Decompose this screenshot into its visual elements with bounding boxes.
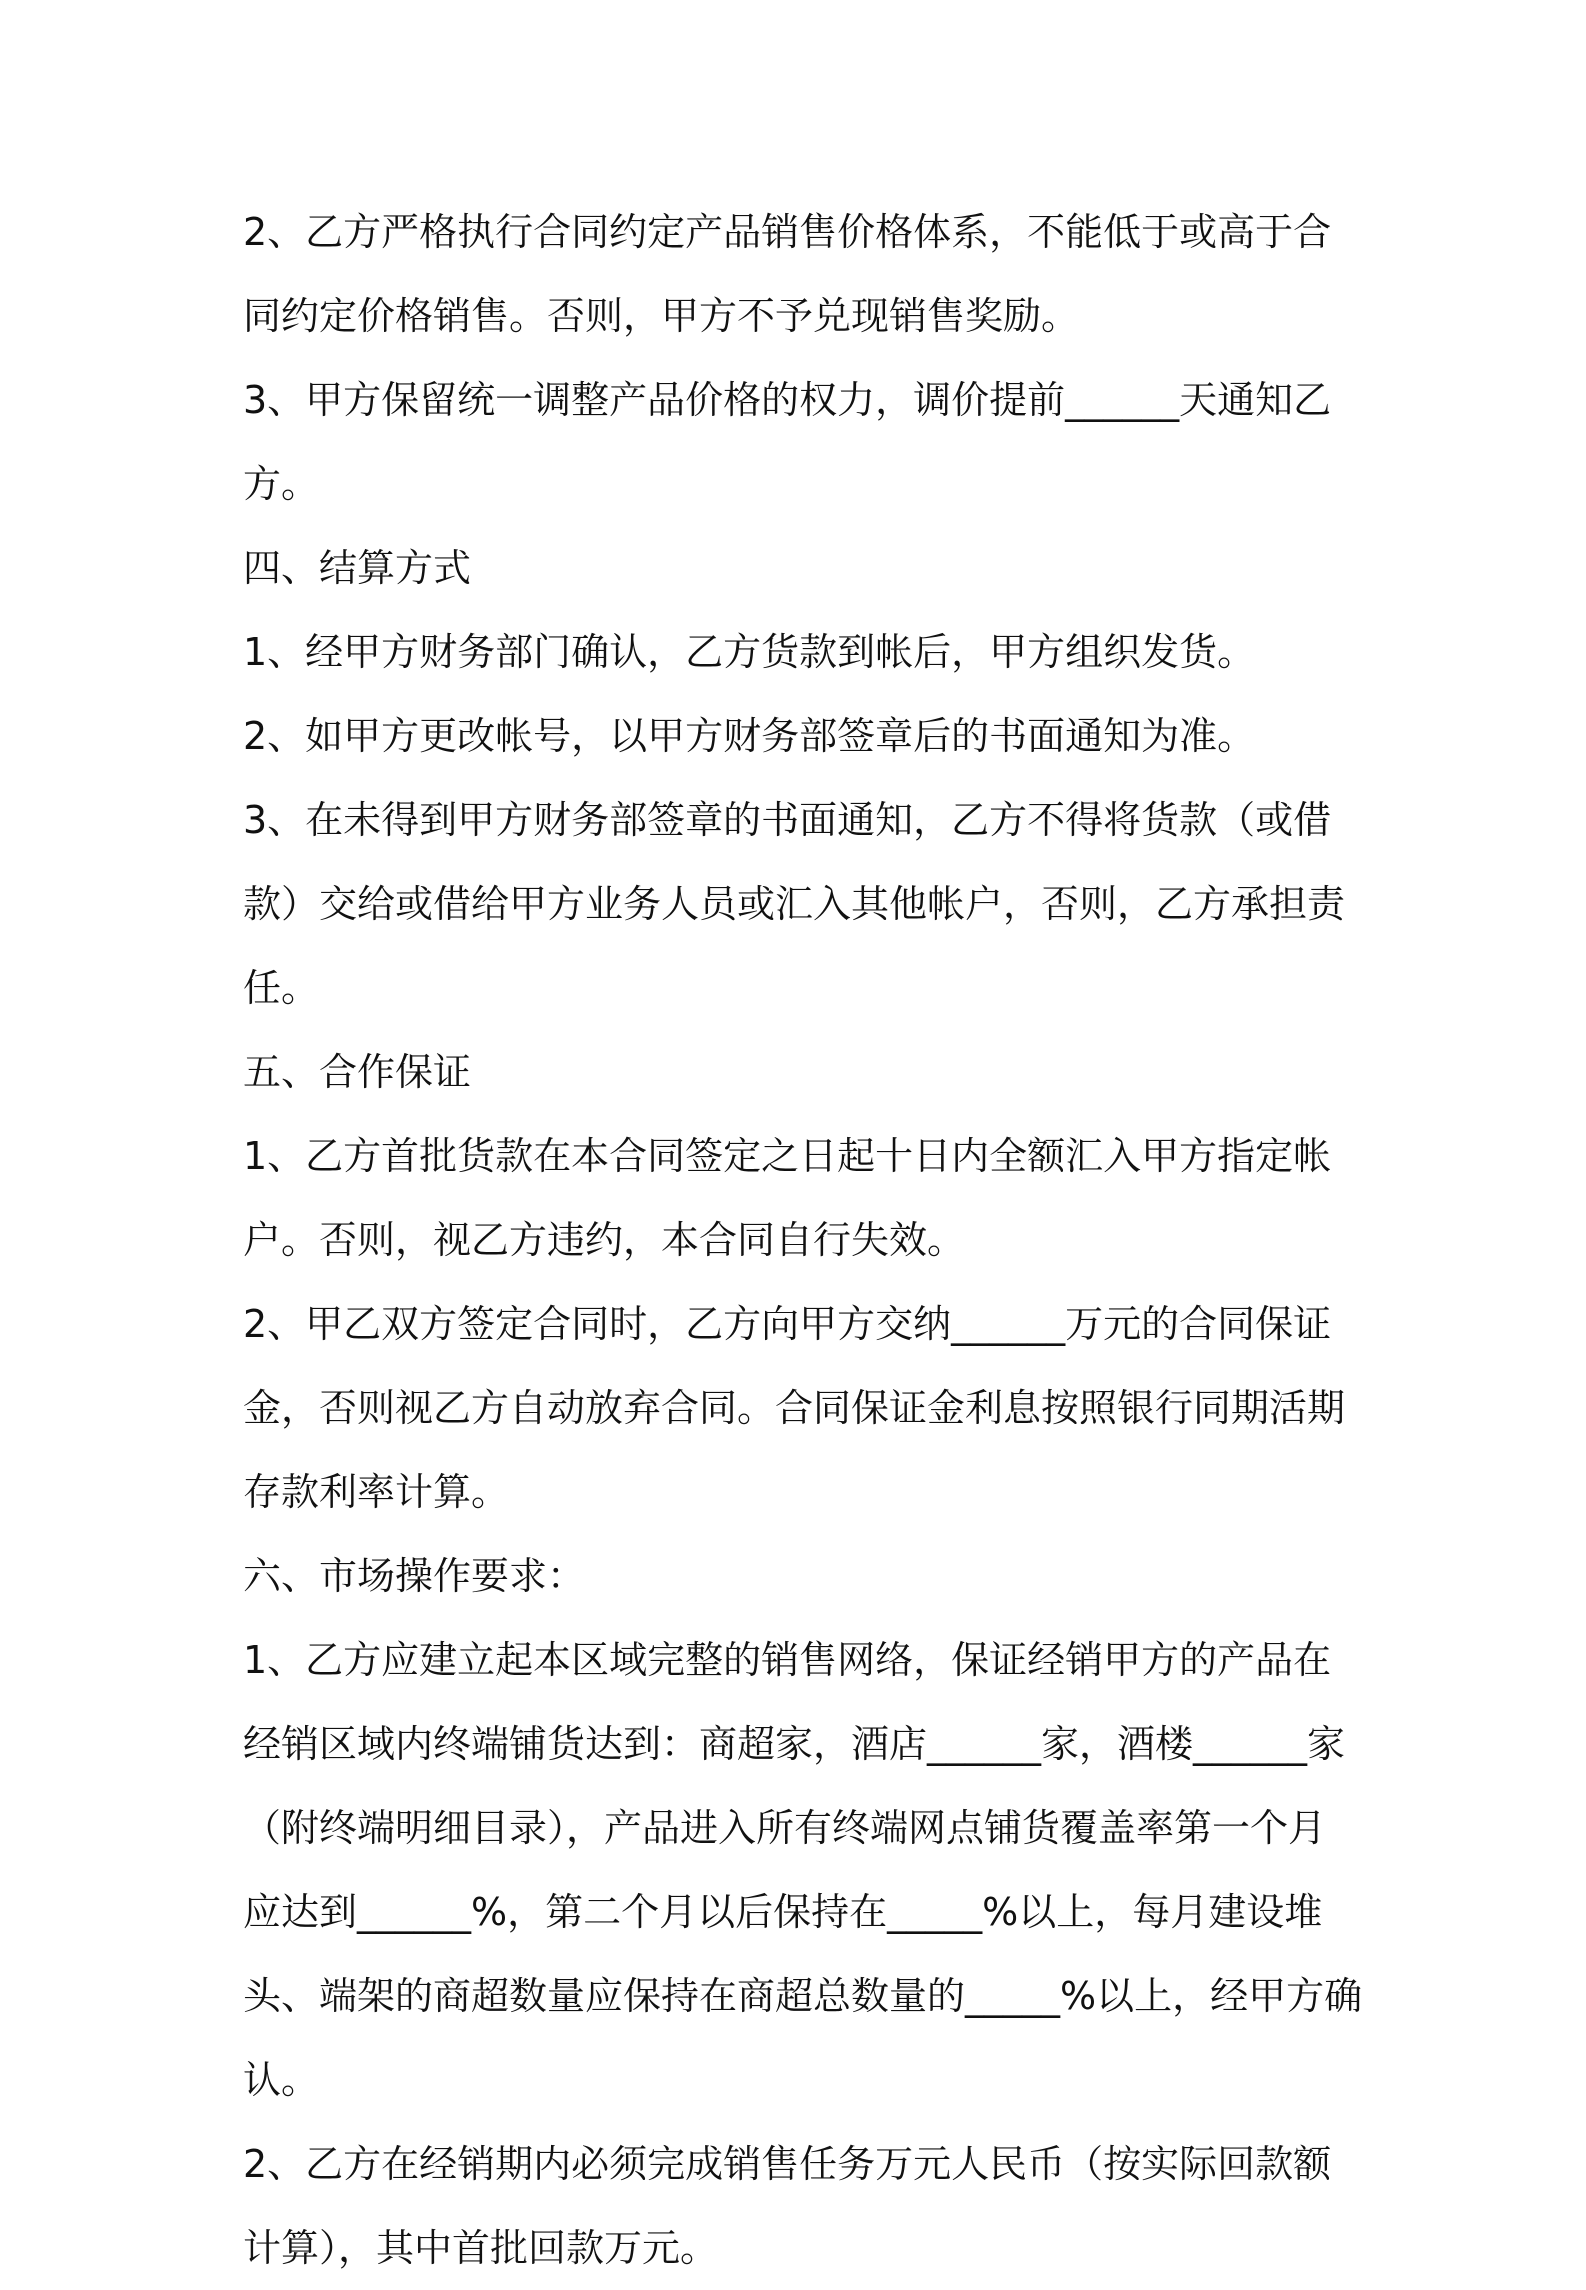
clause-paragraph: 1、乙方首批货款在本合同签定之日起十日内全额汇入甲方指定帐户。否则，视乙方违约，本合同自行失效。 (243, 1134, 1332, 1262)
clause-paragraph: 2、乙方严格执行合同约定产品销售价格体系，不能低于或高于合同约定价格销售。否则，甲方不予兑现销售奖励。 (243, 210, 1332, 338)
clause-paragraph: 1、经甲方财务部门确认，乙方货款到帐后，甲方组织发货。 (243, 630, 1256, 674)
clause-paragraph: 2、如甲方更改帐号，以甲方财务部签章后的书面通知为准。 (243, 714, 1256, 758)
section-heading: 五、合作保证 (243, 1050, 472, 1094)
document-body (243, 190, 1363, 2290)
clause-paragraph: 3、在未得到甲方财务部签章的书面通知，乙方不得将货款（或借款）交给或借给甲方业务人员或汇入其他帐户，否则，乙方承担责任。 (243, 798, 1346, 1010)
clause-paragraph: 3、甲方保留统一调整产品价格的权力，调价提前______天通知乙方。 (243, 378, 1332, 506)
clause-paragraph: 2、乙方在经销期内必须完成销售任务万元人民币（按实际回款额计算），其中首批回款万元。 (243, 2142, 1332, 2270)
section-heading: 六、市场操作要求： (243, 1554, 586, 1598)
clause-paragraph: 1、乙方应建立起本区域完整的销售网络，保证经销甲方的产品在经销区域内终端铺货达到：商超家，酒店______家，酒楼______家（附终端明细目录），产品进入所有终端网点铺货覆盖率第一个月应达到______%，第二个月以后保持在_____%以上，每月建设堆头、端架的商超数量应保持在商超总数量的_____%以上，经甲方确认。 (243, 1638, 1363, 2102)
section-heading: 四、结算方式 (243, 546, 472, 590)
clause-paragraph: 2、甲乙双方签定合同时，乙方向甲方交纳______万元的合同保证金，否则视乙方自动放弃合同。合同保证金利息按照银行同期活期存款利率计算。 (243, 1302, 1346, 1514)
